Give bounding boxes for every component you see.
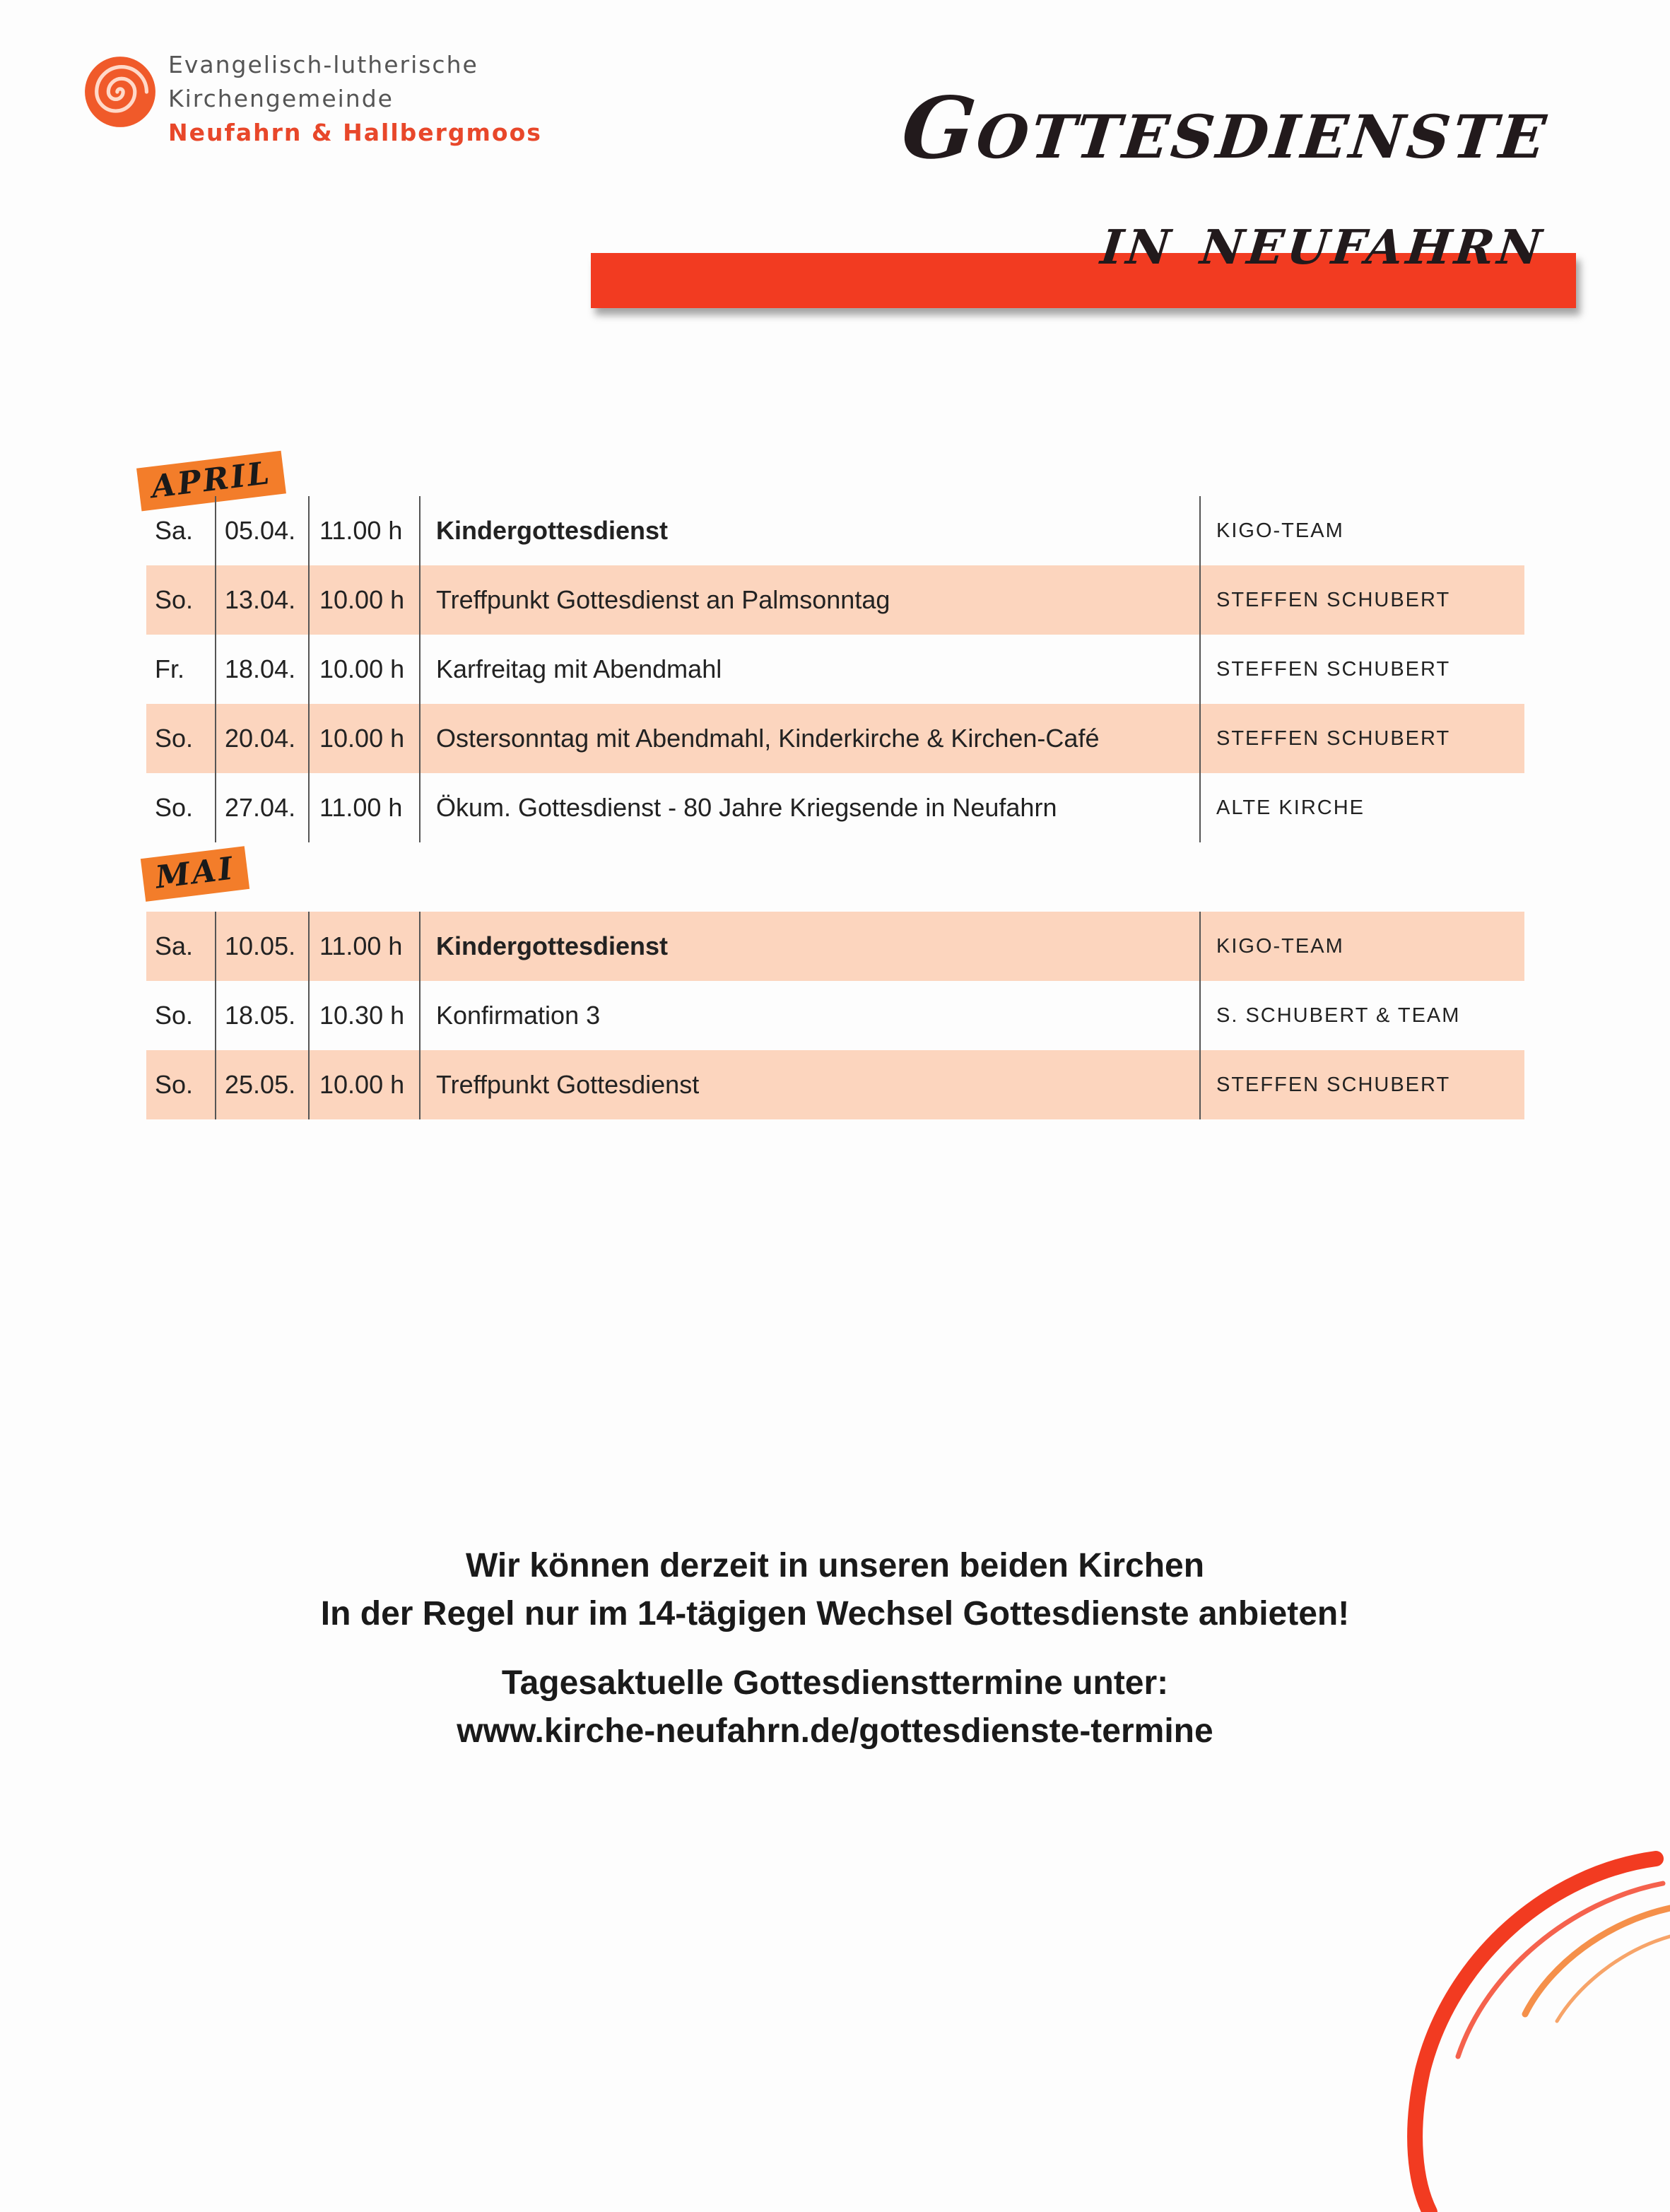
page-title: Gottesdienste: [897, 78, 1554, 178]
row-leader: S. SCHUBERT & TEAM: [1216, 1004, 1461, 1027]
row-title: Ostersonntag mit Abendmahl, Kinderkirche & Kirchen-Café: [421, 704, 1201, 773]
schedule-row: [146, 635, 1524, 704]
schedule-row: [146, 912, 1524, 981]
row-date: 25.05.: [216, 1050, 310, 1119]
row-date: 18.05.: [216, 981, 310, 1050]
month-tag-mai: MAI: [141, 846, 250, 902]
schedule-row: [146, 496, 1524, 565]
row-title: Kindergottesdienst: [421, 912, 1201, 981]
organization-name: [168, 48, 542, 150]
row-leader: KIGO-TEAM: [1216, 934, 1344, 958]
row-leader: STEFFEN SCHUBERT: [1216, 726, 1451, 750]
row-leader: STEFFEN SCHUBERT: [1216, 1073, 1451, 1096]
schedule-row: [146, 773, 1524, 842]
row-time: 10.00 h: [310, 704, 421, 773]
row-time: 11.00 h: [310, 912, 421, 981]
schedule-row: [146, 1050, 1524, 1119]
row-date: 10.05.: [216, 912, 310, 981]
row-date: 27.04.: [216, 773, 310, 842]
row-time: 11.00 h: [310, 773, 421, 842]
info-line-1: Tagesaktuelle Gottesdiensttermine unter:: [501, 1664, 1169, 1702]
schedule-mai: [146, 912, 1524, 1119]
row-date: 05.04.: [216, 496, 310, 565]
row-day: So.: [146, 773, 216, 842]
row-time: 10.00 h: [310, 1050, 421, 1119]
row-leader: ALTE KIRCHE: [1216, 796, 1365, 819]
info-text: [0, 1659, 1670, 1755]
row-time: 10.00 h: [310, 565, 421, 635]
org-line-3: Neufahrn & Hallbergmoos: [168, 119, 542, 146]
row-leader: STEFFEN SCHUBERT: [1216, 588, 1451, 611]
row-day: Sa.: [146, 912, 216, 981]
row-title: Karfreitag mit Abendmahl: [421, 635, 1201, 704]
row-date: 13.04.: [216, 565, 310, 635]
month-tag-april: APRIL: [136, 451, 286, 512]
row-date: 18.04.: [216, 635, 310, 704]
notice-line-2: In der Regel nur im 14-tägigen Wechsel Gottesdienste anbieten!: [320, 1595, 1350, 1632]
row-title: Ökum. Gottesdienst - 80 Jahre Kriegsende in Neufahrn: [421, 773, 1201, 842]
row-leader: STEFFEN SCHUBERT: [1216, 657, 1451, 681]
row-day: Sa.: [146, 496, 216, 565]
row-title: Konfirmation 3: [421, 981, 1201, 1050]
row-title: Treffpunkt Gottesdienst an Palmsonntag: [421, 565, 1201, 635]
row-day: So.: [146, 565, 216, 635]
website-link[interactable]: www.kirche-neufahrn.de/gottesdienste-termine: [457, 1712, 1213, 1750]
row-time: 11.00 h: [310, 496, 421, 565]
notice-text: [0, 1542, 1670, 1638]
row-title: Treffpunkt Gottesdienst: [421, 1050, 1201, 1119]
org-line-2: Kirchengemeinde: [168, 85, 394, 112]
row-date: 20.04.: [216, 704, 310, 773]
row-time: 10.30 h: [310, 981, 421, 1050]
row-day: So.: [146, 1050, 216, 1119]
row-day: Fr.: [146, 635, 216, 704]
row-day: So.: [146, 981, 216, 1050]
row-title: Kindergottesdienst: [421, 496, 1201, 565]
spiral-logo-icon: [83, 55, 157, 129]
brush-swoosh-icon: [1373, 1845, 1670, 2212]
row-time: 10.00 h: [310, 635, 421, 704]
page-subtitle: in neufahrn: [1098, 200, 1550, 280]
schedule-april: [146, 496, 1524, 842]
row-leader: KIGO-TEAM: [1216, 519, 1344, 542]
org-line-1: Evangelisch-lutherische: [168, 51, 478, 78]
schedule-row: [146, 981, 1524, 1050]
schedule-row: [146, 704, 1524, 773]
notice-line-1: Wir können derzeit in unseren beiden Kirchen: [465, 1547, 1205, 1584]
row-day: So.: [146, 704, 216, 773]
schedule-row: [146, 565, 1524, 635]
